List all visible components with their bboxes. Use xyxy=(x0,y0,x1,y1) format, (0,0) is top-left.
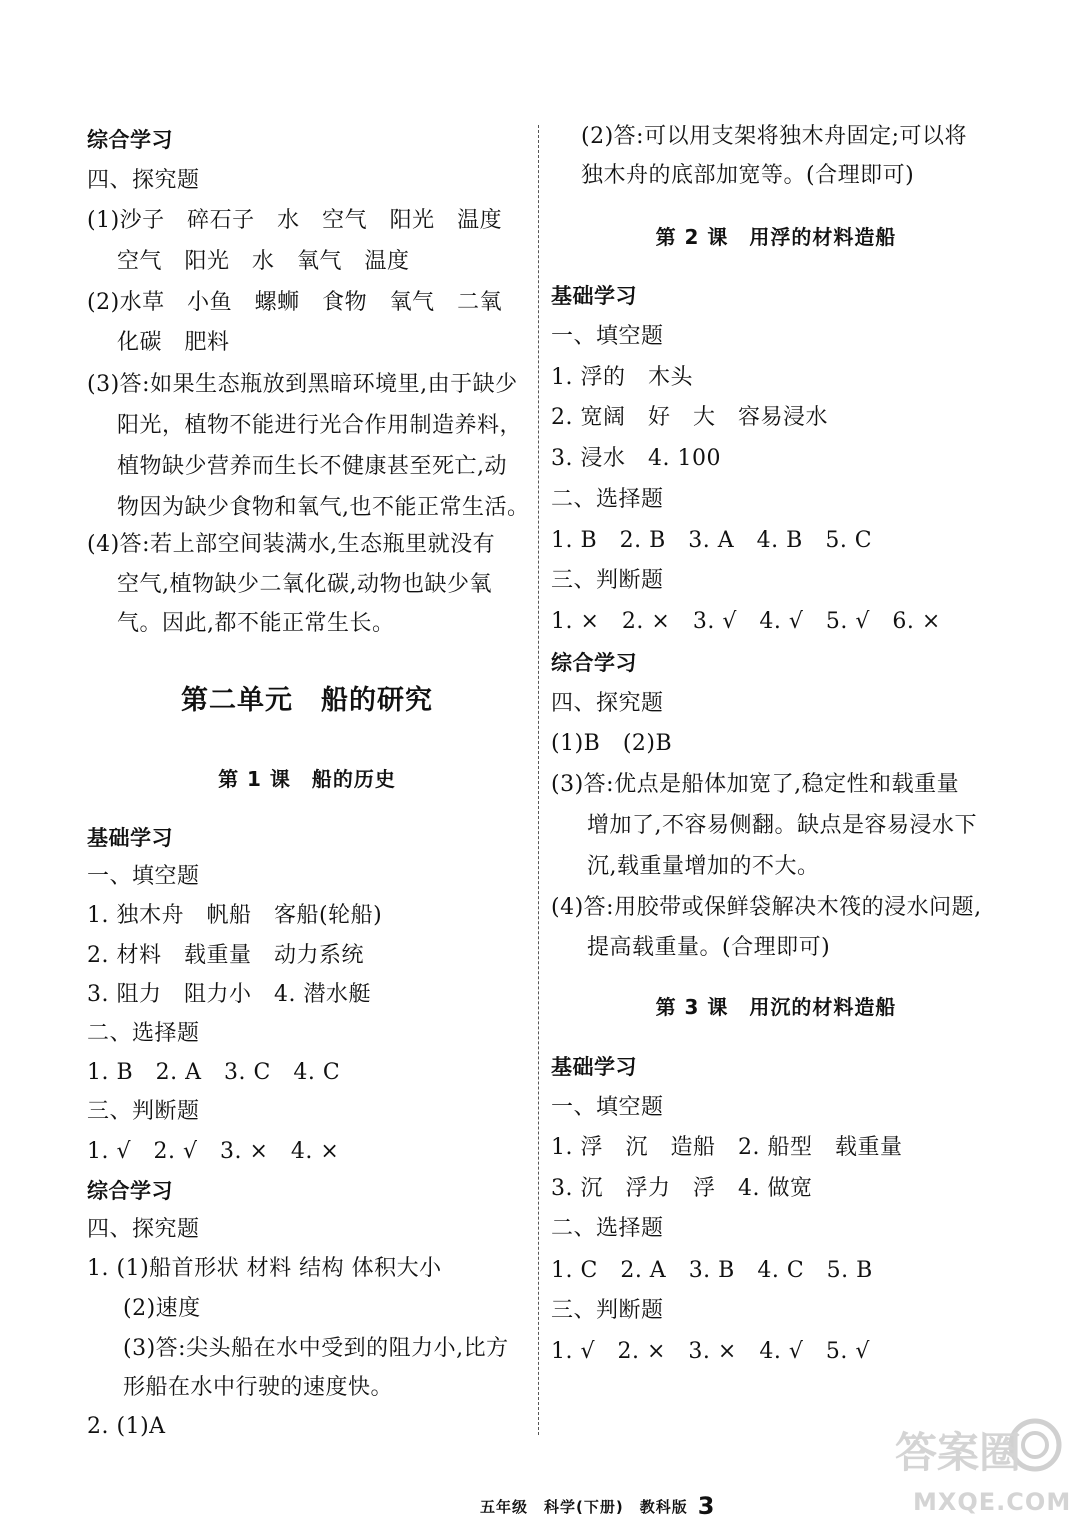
unit-title: 第二单元 船的研究 xyxy=(181,685,433,716)
answer-line: 3. 阻力 阻力小 4. 潜水艇 xyxy=(87,982,371,1007)
answer-line: 2. 材料 载重量 动力系统 xyxy=(87,943,364,968)
question-type-choice: 二、选择题 xyxy=(87,1021,200,1046)
column-divider xyxy=(538,125,539,1435)
answer-line: 1. × 2. × 3. √ 4. √ 5. √ 6. × xyxy=(551,609,941,634)
question-type-judge: 三、判断题 xyxy=(551,1298,664,1323)
lesson-title: 第 3 课 用沉的材料造船 xyxy=(655,995,897,1019)
section-heading-basic: 基础学习 xyxy=(551,1055,637,1079)
answer-line: 植物缺少营养而生长不健康甚至死亡,动 xyxy=(117,454,507,479)
answer-line: (2)答:可以用支架将独木舟固定;可以将 xyxy=(581,124,967,149)
answer-line: 2. (1)A xyxy=(87,1414,166,1439)
answer-line: 阳光，植物不能进行光合作用制造养料， xyxy=(117,413,523,438)
question-type-choice: 二、选择题 xyxy=(551,1216,664,1241)
watermark-top-text: 答案圈 xyxy=(895,1428,1022,1477)
answer-line: 1. (1)船首形状 材料 结构 体积大小 xyxy=(87,1256,442,1281)
watermark-bottom-text: MXQE.COM xyxy=(913,1488,1072,1516)
question-type-judge: 三、判断题 xyxy=(87,1099,200,1124)
question-type-explore: 四、探究题 xyxy=(87,168,200,193)
question-type-explore: 四、探究题 xyxy=(87,1217,200,1242)
answer-line: 物因为缺少食物和氧气,也不能正常生活。 xyxy=(117,495,530,520)
question-type-fill: 一、填空题 xyxy=(551,324,664,349)
question-type-fill: 一、填空题 xyxy=(551,1095,664,1120)
answer-line: 独木舟的底部加宽等。(合理即可) xyxy=(581,163,915,188)
answer-line: (4)答:用胶带或保鲜袋解决木筏的浸水问题, xyxy=(551,895,982,920)
question-type-fill: 一、填空题 xyxy=(87,864,200,889)
answer-line: 1. B 2. A 3. C 4. C xyxy=(87,1060,341,1085)
lesson-title: 第 2 课 用浮的材料造船 xyxy=(655,225,897,249)
answer-line: 化碳 肥料 xyxy=(117,330,230,355)
answer-line: 2. 宽阔 好 大 容易浸水 xyxy=(551,405,828,430)
section-heading-basic: 基础学习 xyxy=(551,284,637,308)
answer-line: (3)答:优点是船体加宽了,稳定性和载重量 xyxy=(551,772,960,797)
answer-line: 1. √ 2. × 3. × 4. √ 5. √ xyxy=(551,1339,870,1364)
section-heading-comprehensive: 综合学习 xyxy=(87,1179,173,1203)
answer-line: 1. 浮的 木头 xyxy=(551,365,693,390)
section-heading-comprehensive: 综合学习 xyxy=(551,651,637,675)
footer-book-info: 五年级 科学(下册) 教科版 xyxy=(480,1498,688,1516)
answer-line: (3)答:尖头船在水中受到的阻力小,比方 xyxy=(123,1336,509,1361)
page-number: 3 xyxy=(697,1492,715,1520)
answer-line: 气。因此,都不能正常生长。 xyxy=(117,611,395,636)
section-heading-comprehensive: 综合学习 xyxy=(87,128,173,152)
answer-line: 1. √ 2. √ 3. × 4. × xyxy=(87,1139,340,1164)
answer-line: (1)沙子 碎石子 水 空气 阳光 温度 xyxy=(87,208,503,233)
lesson-title: 第 1 课 船的历史 xyxy=(218,767,396,791)
answer-line: (2)速度 xyxy=(123,1296,201,1321)
answer-line: 沉,载重量增加的不大。 xyxy=(587,854,820,879)
answer-line: 形船在水中行驶的速度快。 xyxy=(123,1375,394,1400)
answer-line: (4)答:若上部空间装满水,生态瓶里就没有 xyxy=(87,532,496,557)
section-heading-basic: 基础学习 xyxy=(87,826,173,850)
answer-line: 3. 沉 浮力 浮 4. 做宽 xyxy=(551,1176,813,1201)
answer-line: (2)水草 小鱼 螺蛳 食物 氧气 二氧 xyxy=(87,290,503,315)
question-type-choice: 二、选择题 xyxy=(551,487,664,512)
answer-line: 1. C 2. A 3. B 4. C 5. B xyxy=(551,1258,873,1283)
answer-line: 空气 阳光 水 氧气 温度 xyxy=(117,249,410,274)
answer-line: (3)答:如果生态瓶放到黑暗环境里,由于缺少 xyxy=(87,372,518,397)
answer-line: 1. 独木舟 帆船 客船(轮船) xyxy=(87,903,383,928)
answer-line: (1)B (2)B xyxy=(551,731,673,756)
answer-line: 空气,植物缺少二氧化碳,动物也缺少氧 xyxy=(117,572,492,597)
page-footer xyxy=(480,1490,714,1518)
answer-line: 提高载重量。(合理即可) xyxy=(587,935,831,960)
answer-line: 3. 浸水 4. 100 xyxy=(551,446,721,471)
answer-line: 1. B 2. B 3. A 4. B 5. C xyxy=(551,528,873,553)
answer-line: 增加了,不容易侧翻。缺点是容易浸水下 xyxy=(587,813,977,838)
answer-line: 1. 浮 沉 造船 2. 船型 载重量 xyxy=(551,1135,903,1160)
site-watermark xyxy=(895,1410,1072,1530)
question-type-explore: 四、探究题 xyxy=(551,691,664,716)
question-type-judge: 三、判断题 xyxy=(551,568,664,593)
